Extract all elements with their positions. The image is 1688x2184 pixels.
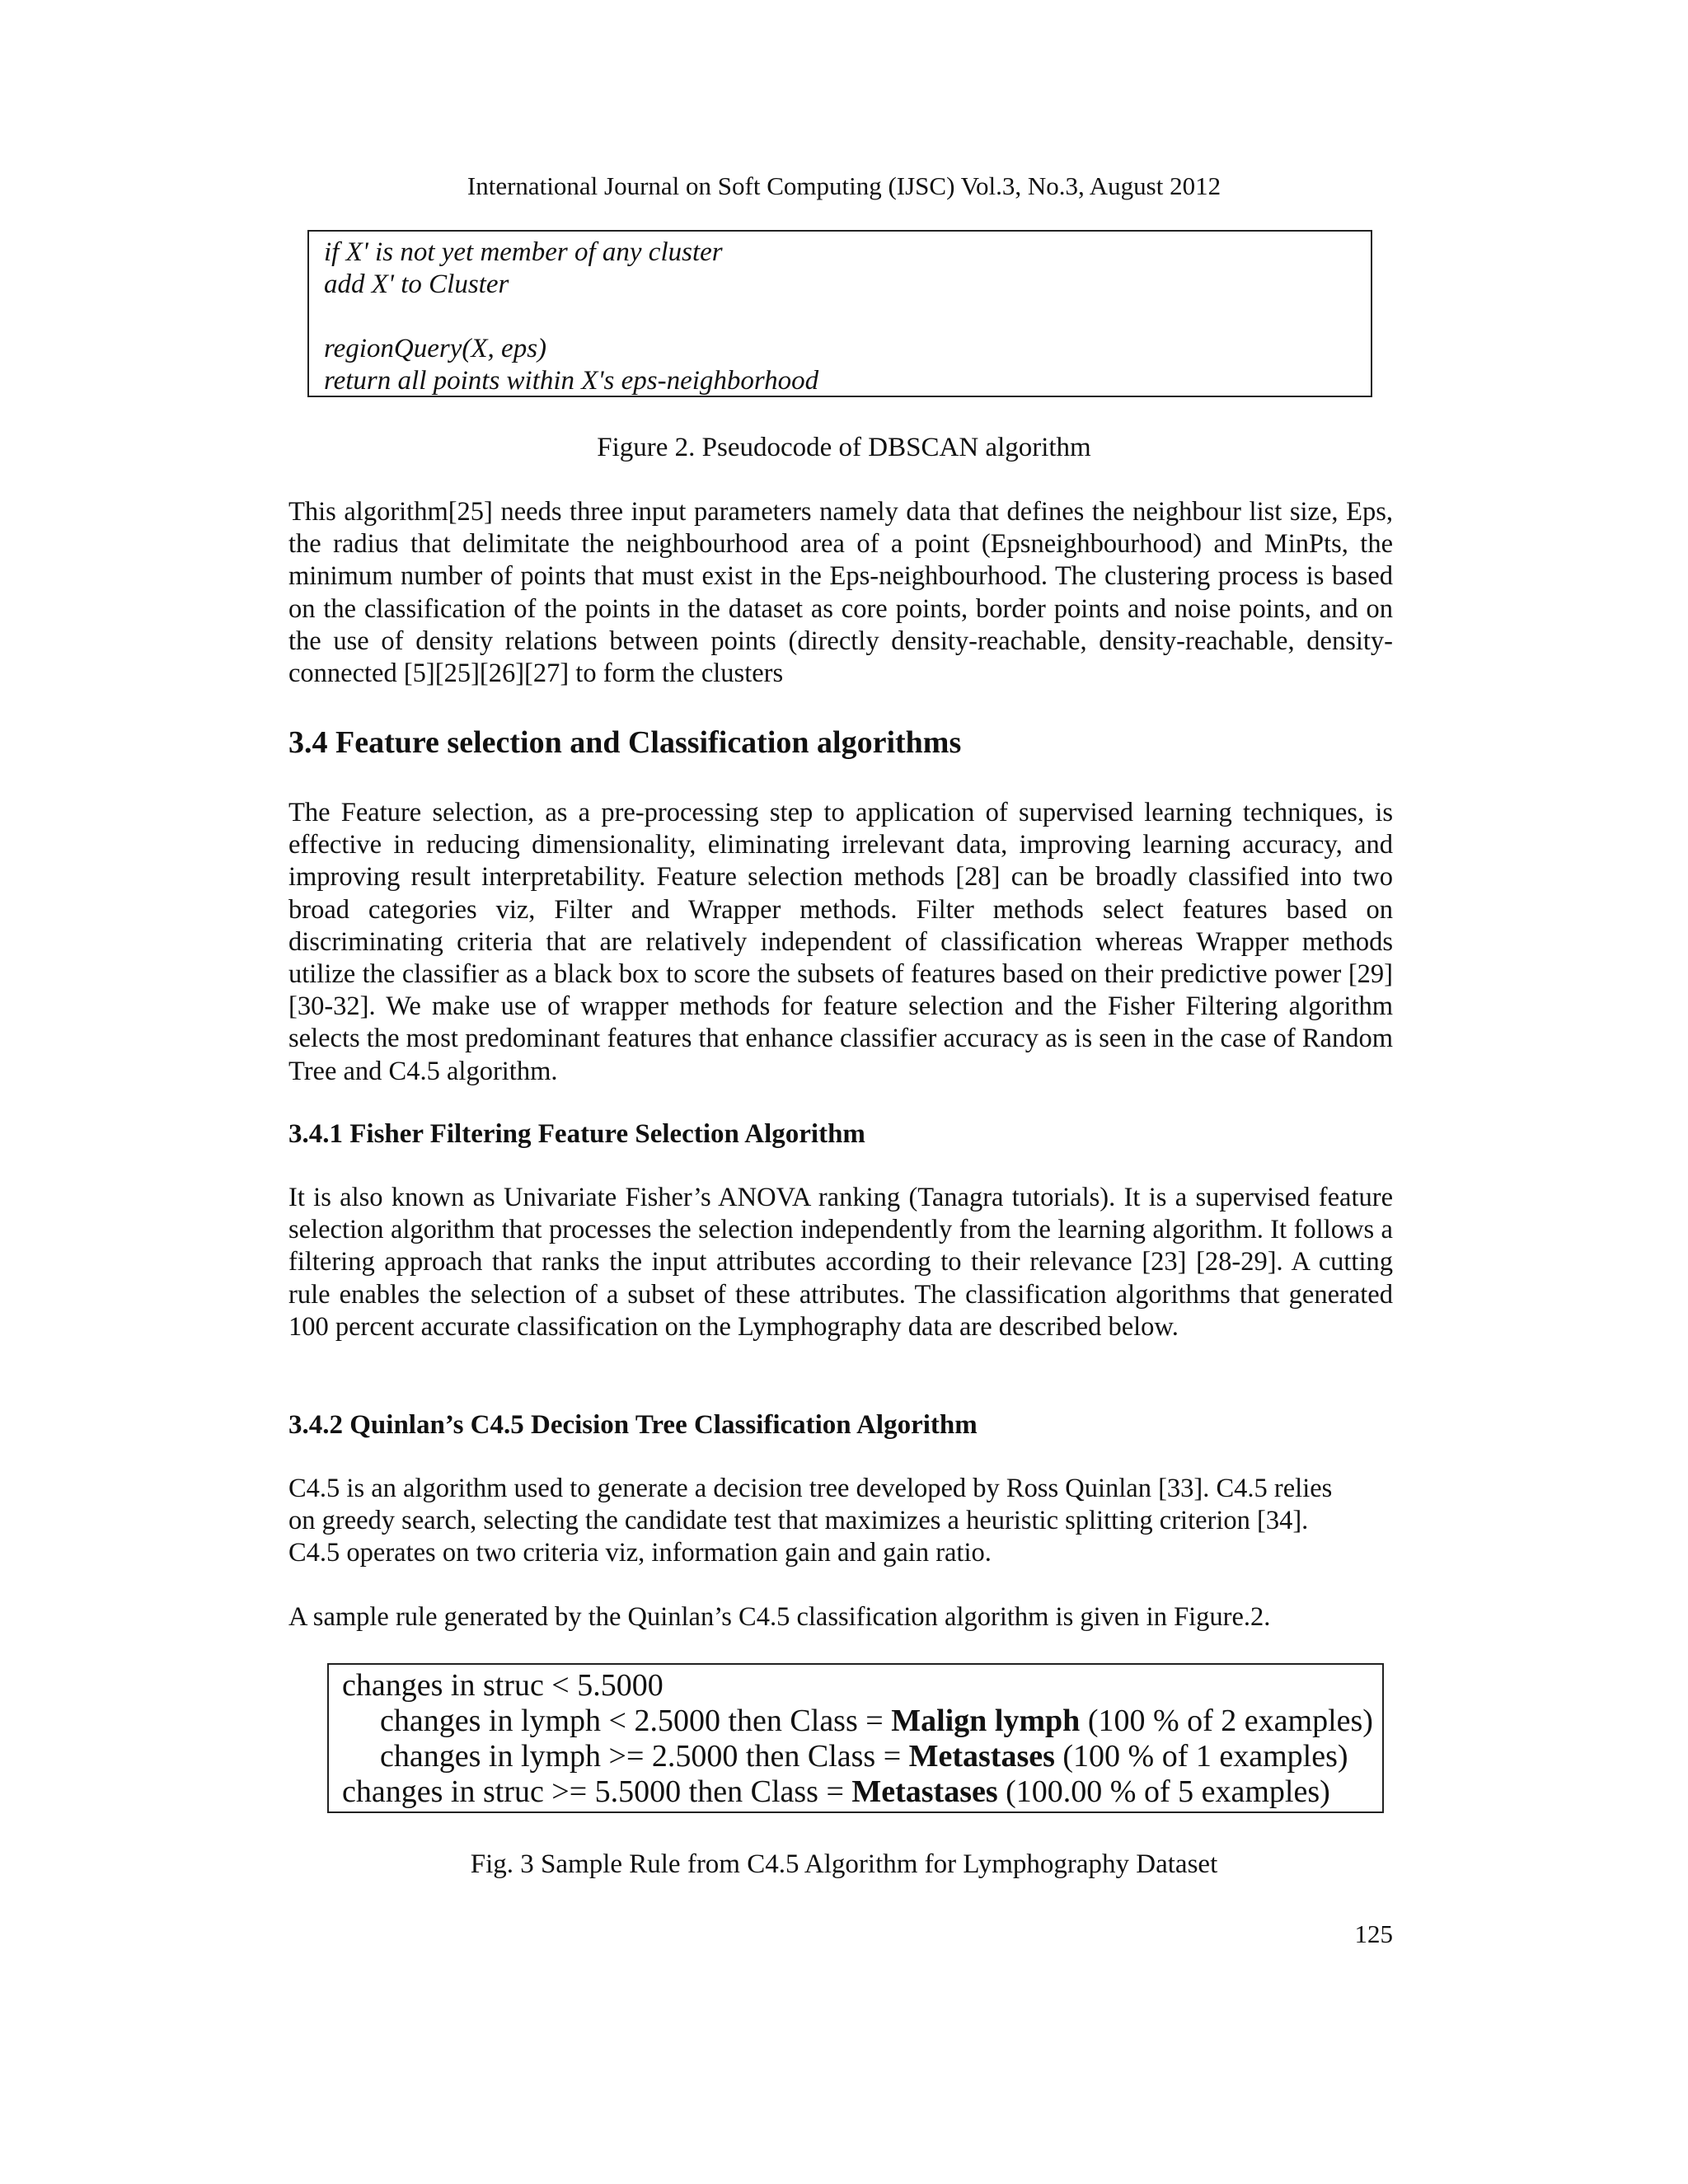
pseudocode-line: return all points within X's eps-neighborhood xyxy=(324,366,819,396)
pseudocode-line xyxy=(324,301,1371,333)
rule-class-value: Metastases xyxy=(851,1774,998,1809)
c45-line: C4.5 is an algorithm used to generate a decision tree developed by Ross Quinlan [33]. C4.5 relies xyxy=(288,1474,1333,1503)
c45-line: C4.5 operates on two criteria viz, information gain and gain ratio. xyxy=(288,1538,992,1568)
rule-support: (100 % of 2 examples) xyxy=(1080,1704,1373,1738)
rule-class-value: Malign lymph xyxy=(891,1704,1081,1738)
rule-condition: changes in struc >= 5.5000 then Class = xyxy=(342,1774,852,1809)
pseudocode-line: if X' is not yet member of any cluster xyxy=(324,237,723,267)
pseudocode-box xyxy=(307,230,1372,397)
figure-3-caption: Fig. 3 Sample Rule from C4.5 Algorithm for Lymphography Dataset xyxy=(470,1849,1218,1879)
sample-rule-intro: A sample rule generated by the Quinlan’s C4.5 classification algorithm is given in Figure.2. xyxy=(288,1602,1271,1632)
dbscan-paragraph: This algorithm[25] needs three input parameters namely data that defines the neighbour list size, Eps, the radius that delimitate the neighbourhood area of a point (Epsneighbourhood) and MinPts, the minimum number of points that must exist in the Eps-neighbourhood. The clustering process is based on the classification of the points in the dataset as core points, border points and noise points, and on the use of density relations between points (directly density-reachable, density-reachable, density-connected [5][25][26][27] to form the clusters xyxy=(288,497,1393,689)
rule-class-value: Metastases xyxy=(908,1739,1055,1774)
rule-condition: changes in lymph < 2.5000 then Class = xyxy=(380,1704,892,1738)
page-number: 125 xyxy=(1354,1919,1393,1948)
pseudocode-line: regionQuery(X, eps) xyxy=(324,334,547,363)
feature-selection-paragraph: The Feature selection, as a pre-processing step to application of supervised learning techniques, is effective in reducing dimensionality, eliminating irrelevant data, improving learning accuracy, and improving result interpretability. Feature selection methods [28] can be broadly classified into two broad categories viz, Filter and Wrapper methods. Filter methods select features based on discriminating criteria that are relatively independent of classification whereas Wrapper methods utilize the classifier as a black box to score the subsets of features based on their predictive power [29][30-32]. We make use of wrapper methods for feature selection and the Fisher Filtering algorithm selects the most predominant features that enhance classifier accuracy as is seen in the case of Random Tree and C4.5 algorithm. xyxy=(288,798,1393,1086)
c45-rule-box xyxy=(327,1663,1384,1813)
c45-paragraph xyxy=(288,1473,1393,1570)
rule-condition: changes in lymph >= 2.5000 then Class = xyxy=(380,1739,909,1774)
figure-2-caption: Figure 2. Pseudocode of DBSCAN algorithm xyxy=(597,433,1091,462)
rule-line xyxy=(342,1668,1382,1704)
section-heading-3-4: 3.4 Feature selection and Classification algorithms xyxy=(288,725,962,760)
running-header: International Journal on Soft Computing (IJSC) Vol.3, No.3, August 2012 xyxy=(467,171,1221,200)
rule-condition: changes in struc < 5.5000 xyxy=(342,1668,663,1703)
rule-line xyxy=(342,1774,1382,1810)
pseudocode-line: add X' to Cluster xyxy=(324,269,509,299)
c45-line: on greedy search, selecting the candidate test that maximizes a heuristic splitting criterion [34]. xyxy=(288,1506,1309,1536)
section-heading-3-4-1: 3.4.1 Fisher Filtering Feature Selection Algorithm xyxy=(288,1119,865,1149)
section-heading-3-4-2: 3.4.2 Quinlan’s C4.5 Decision Tree Classification Algorithm xyxy=(288,1410,978,1440)
rule-line xyxy=(342,1704,1382,1739)
rule-support: (100 % of 1 examples) xyxy=(1054,1739,1348,1774)
fisher-paragraph: It is also known as Univariate Fisher’s ANOVA ranking (Tanagra tutorials). It is a supervised feature selection algorithm that processes the selection independently from the learning algorithm. It follows a filtering approach that ranks the input attributes according to their relevance [23] [28-29]. A cutting rule enables the selection of a subset of these attributes. The classification algorithms that generated 100 percent accurate classification on the Lymphography data are described below. xyxy=(288,1183,1393,1342)
rule-support: (100.00 % of 5 examples) xyxy=(997,1774,1330,1809)
rule-line xyxy=(342,1739,1382,1774)
